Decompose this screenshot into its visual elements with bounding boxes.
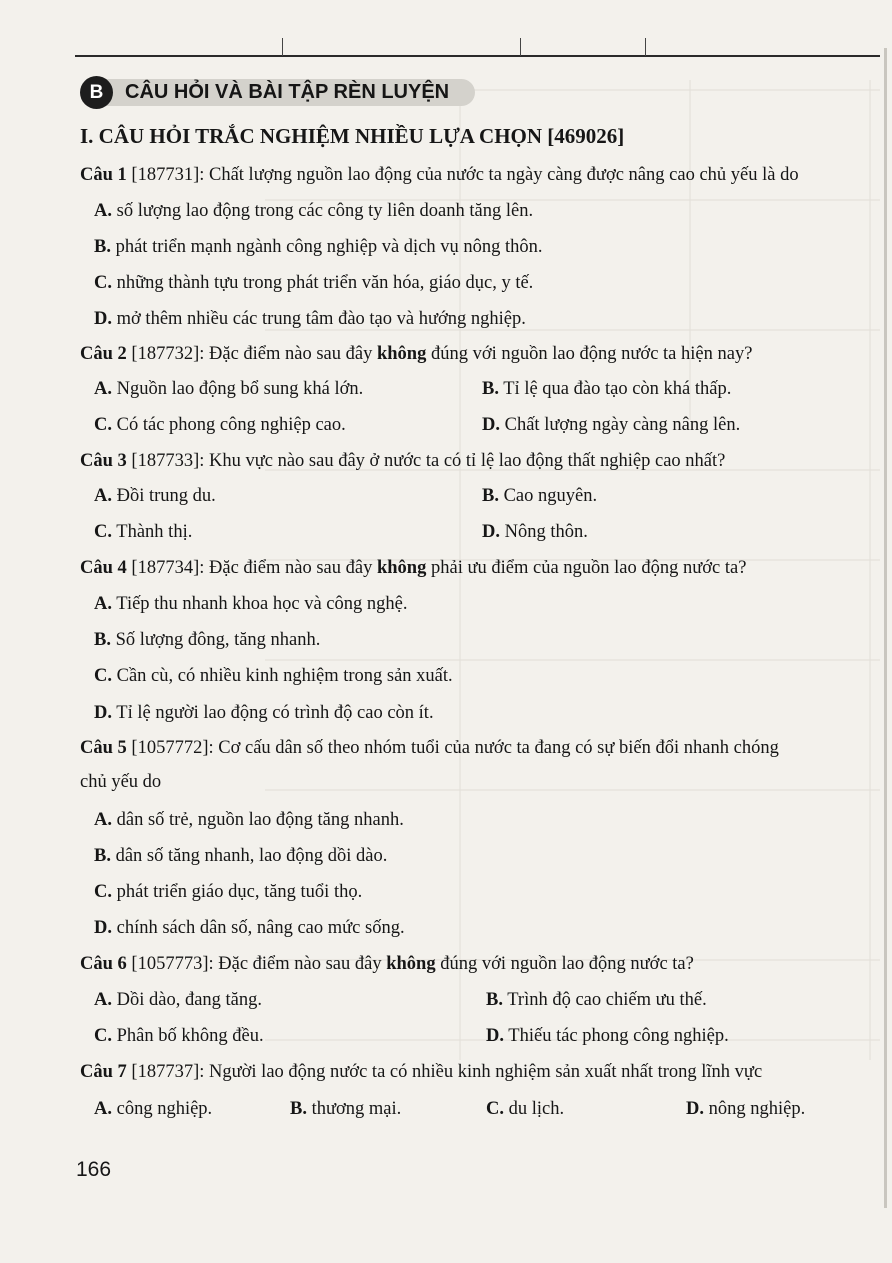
question-label: Câu 7 <box>80 1062 127 1082</box>
question-3-option-a <box>94 486 216 507</box>
page-number: 166 <box>76 1158 112 1181</box>
top-divider <box>282 38 283 56</box>
question-3-option-b <box>482 486 597 507</box>
question-label: Câu 3 <box>80 451 127 471</box>
question-4-option-d <box>94 703 434 724</box>
option-letter: A. <box>94 810 112 830</box>
option-text: chính sách dân số, nâng cao mức sống. <box>112 918 405 938</box>
option-text: Tiếp thu nhanh khoa học và công nghệ. <box>112 594 408 614</box>
question-text: [1057772]: Cơ cấu dân số theo nhóm tuổi của nước ta đang có sự biến đổi nhanh chóng <box>126 738 779 758</box>
question-text: phải ưu điểm của nguồn lao động nước ta? <box>426 558 747 578</box>
option-letter: C. <box>94 273 112 293</box>
option-letter: C. <box>486 1099 504 1119</box>
option-text: nông nghiệp. <box>704 1099 806 1119</box>
emphasis-word: không <box>386 954 436 974</box>
option-text: Chất lượng ngày càng nâng lên. <box>500 415 741 435</box>
option-text: phát triển mạnh ngành công nghiệp và dịch vụ nông thôn. <box>110 237 543 257</box>
option-letter: A. <box>94 990 112 1010</box>
option-text: Thiếu tác phong công nghiệp. <box>504 1026 729 1046</box>
question-text: [187737]: Người lao động nước ta có nhiều kinh nghiệm sản xuất nhất trong lĩnh vực <box>126 1062 763 1082</box>
question-4-option-b <box>94 630 320 651</box>
question-7-option-a <box>94 1099 212 1120</box>
question-4-option-a <box>94 594 407 615</box>
option-text: Có tác phong công nghiệp cao. <box>112 415 346 435</box>
option-text: những thành tựu trong phát triển văn hóa, giáo dục, y tế. <box>112 273 534 293</box>
question-3-option-c <box>94 522 192 543</box>
question-4-option-c <box>94 666 453 687</box>
question-text: [187731]: Chất lượng nguồn lao động của nước ta ngày càng được nâng cao chủ yếu là do <box>126 165 799 185</box>
question-2-option-d <box>482 415 740 436</box>
option-letter: B. <box>486 990 503 1010</box>
question-5-option-c <box>94 882 362 903</box>
question-5-stem <box>80 738 779 759</box>
question-2-option-b <box>482 379 731 400</box>
part-title: I. CÂU HỎI TRẮC NGHIỆM NHIỀU LỰA CHỌN [469026] <box>80 124 625 148</box>
option-letter: D. <box>486 1026 504 1046</box>
option-text: Đồi trung du. <box>112 486 216 506</box>
question-1-option-d <box>94 309 526 330</box>
option-letter: B. <box>94 237 111 257</box>
question-2-stem <box>80 344 752 365</box>
question-2-option-a <box>94 379 363 400</box>
option-text: Cao nguyên. <box>498 486 598 506</box>
option-text: Phân bố không đều. <box>112 1026 264 1046</box>
question-text: đúng với nguồn lao động nước ta hiện nay? <box>426 344 753 364</box>
top-divider <box>645 38 646 56</box>
section-heading <box>80 76 475 109</box>
option-letter: D. <box>94 309 112 329</box>
section-badge: B <box>80 76 113 109</box>
option-text: Cần cù, có nhiều kinh nghiệm trong sản xuất. <box>112 666 453 686</box>
option-text: Trình độ cao chiếm ưu thế. <box>502 990 707 1010</box>
option-letter: A. <box>94 486 112 506</box>
question-1-option-c <box>94 273 533 294</box>
section-title: CÂU HỎI VÀ BÀI TẬP RÈN LUYỆN <box>105 79 475 106</box>
option-text: mở thêm nhiều các trung tâm đào tạo và hướng nghiệp. <box>112 309 526 329</box>
option-letter: A. <box>94 379 112 399</box>
option-letter: C. <box>94 882 112 902</box>
option-letter: C. <box>94 415 112 435</box>
option-text: số lượng lao động trong các công ty liên doanh tăng lên. <box>112 201 534 221</box>
question-text: đúng với nguồn lao động nước ta? <box>435 954 694 974</box>
option-letter: B. <box>482 379 499 399</box>
option-letter: D. <box>94 703 112 723</box>
question-label: Câu 4 <box>80 558 127 578</box>
option-letter: B. <box>482 486 499 506</box>
option-letter: D. <box>482 522 500 542</box>
question-text: [187734]: Đặc điểm nào sau đây <box>126 558 377 578</box>
question-label: Câu 6 <box>80 954 127 974</box>
option-text: dân số tăng nhanh, lao động dồi dào. <box>110 846 388 866</box>
emphasis-word: không <box>376 558 427 578</box>
page-edge-shadow <box>884 48 887 1208</box>
option-text: du lịch. <box>504 1099 565 1119</box>
question-7-option-d <box>686 1099 805 1120</box>
question-text: [1057773]: Đặc điểm nào sau đây <box>126 954 387 974</box>
question-5-option-a <box>94 810 404 831</box>
option-letter: B. <box>94 630 111 650</box>
question-7-option-b <box>290 1099 401 1120</box>
option-text: Nguồn lao động bổ sung khá lớn. <box>112 379 364 399</box>
option-text: dân số trẻ, nguồn lao động tăng nhanh. <box>112 810 404 830</box>
option-text: Thành thị. <box>112 522 193 542</box>
option-letter: C. <box>94 522 112 542</box>
option-text: Nông thôn. <box>500 522 588 542</box>
option-text: phát triển giáo dục, tăng tuổi thọ. <box>112 882 363 902</box>
option-letter: D. <box>686 1099 704 1119</box>
top-rule <box>75 55 880 57</box>
question-3-stem <box>80 451 725 472</box>
question-6-option-b <box>486 990 707 1011</box>
option-text: thương mại. <box>306 1099 402 1119</box>
option-letter: A. <box>94 201 112 221</box>
option-letter: B. <box>290 1099 307 1119</box>
question-7-stem <box>80 1062 762 1083</box>
question-5-option-d <box>94 918 405 939</box>
question-text: [187733]: Khu vực nào sau đây ở nước ta có tỉ lệ lao động thất nghiệp cao nhất? <box>126 451 726 471</box>
question-6-option-d <box>486 1026 729 1047</box>
question-6-option-a <box>94 990 262 1011</box>
question-6-stem <box>80 954 694 975</box>
option-letter: A. <box>94 594 112 614</box>
option-letter: D. <box>94 918 112 938</box>
question-label: Câu 5 <box>80 738 127 758</box>
top-divider <box>520 38 521 56</box>
option-text: Tỉ lệ qua đào tạo còn khá thấp. <box>498 379 732 399</box>
option-letter: C. <box>94 666 112 686</box>
question-label: Câu 1 <box>80 165 127 185</box>
question-2-option-c <box>94 415 346 436</box>
option-text: Số lượng đông, tăng nhanh. <box>110 630 321 650</box>
question-label: Câu 2 <box>80 344 127 364</box>
question-1-option-a <box>94 201 533 222</box>
option-text: Tỉ lệ người lao động có trình độ cao còn ít. <box>112 703 434 723</box>
option-text: Dồi dào, đang tăng. <box>112 990 263 1010</box>
question-5-stem-continued: chủ yếu do <box>80 772 162 792</box>
option-letter: D. <box>482 415 500 435</box>
option-letter: B. <box>94 846 111 866</box>
question-3-option-d <box>482 522 588 543</box>
option-letter: A. <box>94 1099 112 1119</box>
question-1-stem <box>80 165 799 186</box>
question-6-option-c <box>94 1026 264 1047</box>
question-4-stem <box>80 558 746 579</box>
question-5-option-b <box>94 846 387 867</box>
option-letter: C. <box>94 1026 112 1046</box>
question-text: [187732]: Đặc điểm nào sau đây <box>126 344 377 364</box>
question-1-option-b <box>94 237 543 258</box>
question-7-option-c <box>486 1099 564 1120</box>
emphasis-word: không <box>376 344 427 364</box>
option-text: công nghiệp. <box>112 1099 213 1119</box>
